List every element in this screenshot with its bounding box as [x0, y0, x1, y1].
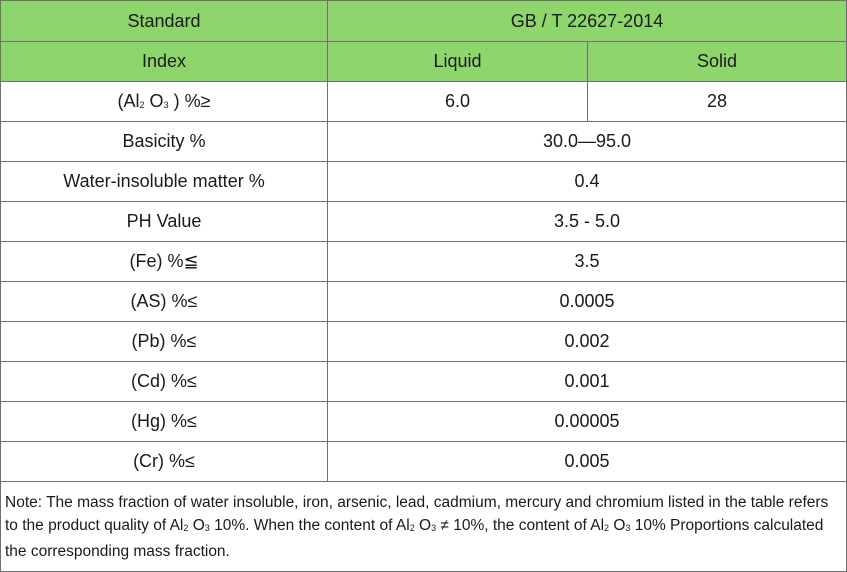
row-label: (Pb) %≤ [1, 322, 328, 362]
row-label: (Hg) %≤ [1, 402, 328, 442]
al2o3-label: (Al2 O3 ) %≥ [1, 82, 328, 122]
row-label: (Cr) %≤ [1, 442, 328, 482]
row-value: 30.0—95.0 [328, 122, 847, 162]
table-row [1, 242, 847, 282]
table-row [1, 122, 847, 162]
row-value: 0.001 [328, 362, 847, 402]
row-value: 0.00005 [328, 402, 847, 442]
row-label: (Cd) %≤ [1, 362, 328, 402]
row-value: 0.0005 [328, 282, 847, 322]
row-value: 0.002 [328, 322, 847, 362]
row-label: (Fe) %≦ [1, 242, 328, 282]
al2o3-row [1, 82, 847, 122]
table-row [1, 402, 847, 442]
solid-label: Solid [588, 42, 847, 82]
table-row [1, 442, 847, 482]
liquid-label: Liquid [328, 42, 588, 82]
row-value: 0.005 [328, 442, 847, 482]
note-row [1, 482, 847, 572]
table-row [1, 322, 847, 362]
al2o3-liquid-value: 6.0 [328, 82, 588, 122]
note-text: Note: The mass fraction of water insoluble, iron, arsenic, lead, cadmium, mercury and chromium listed in the table refers to the product quality of Al2 O3 10%. When the content of Al2 O3 ≠ 10%, the content of Al2 O3 10% Proportions calculated the corresponding mass fraction. [1, 482, 847, 572]
row-label: Basicity % [1, 122, 328, 162]
row-label: (AS) %≤ [1, 282, 328, 322]
row-value: 3.5 - 5.0 [328, 202, 847, 242]
row-label: Water-insoluble matter % [1, 162, 328, 202]
standard-row [1, 1, 847, 42]
table-row [1, 362, 847, 402]
row-label: PH Value [1, 202, 328, 242]
al2o3-solid-value: 28 [588, 82, 847, 122]
index-label: Index [1, 42, 328, 82]
standard-value: GB / T 22627-2014 [328, 1, 847, 42]
table-row [1, 282, 847, 322]
index-row [1, 42, 847, 82]
standard-label: Standard [1, 1, 328, 42]
table-row [1, 162, 847, 202]
row-value: 3.5 [328, 242, 847, 282]
table-row [1, 202, 847, 242]
row-value: 0.4 [328, 162, 847, 202]
